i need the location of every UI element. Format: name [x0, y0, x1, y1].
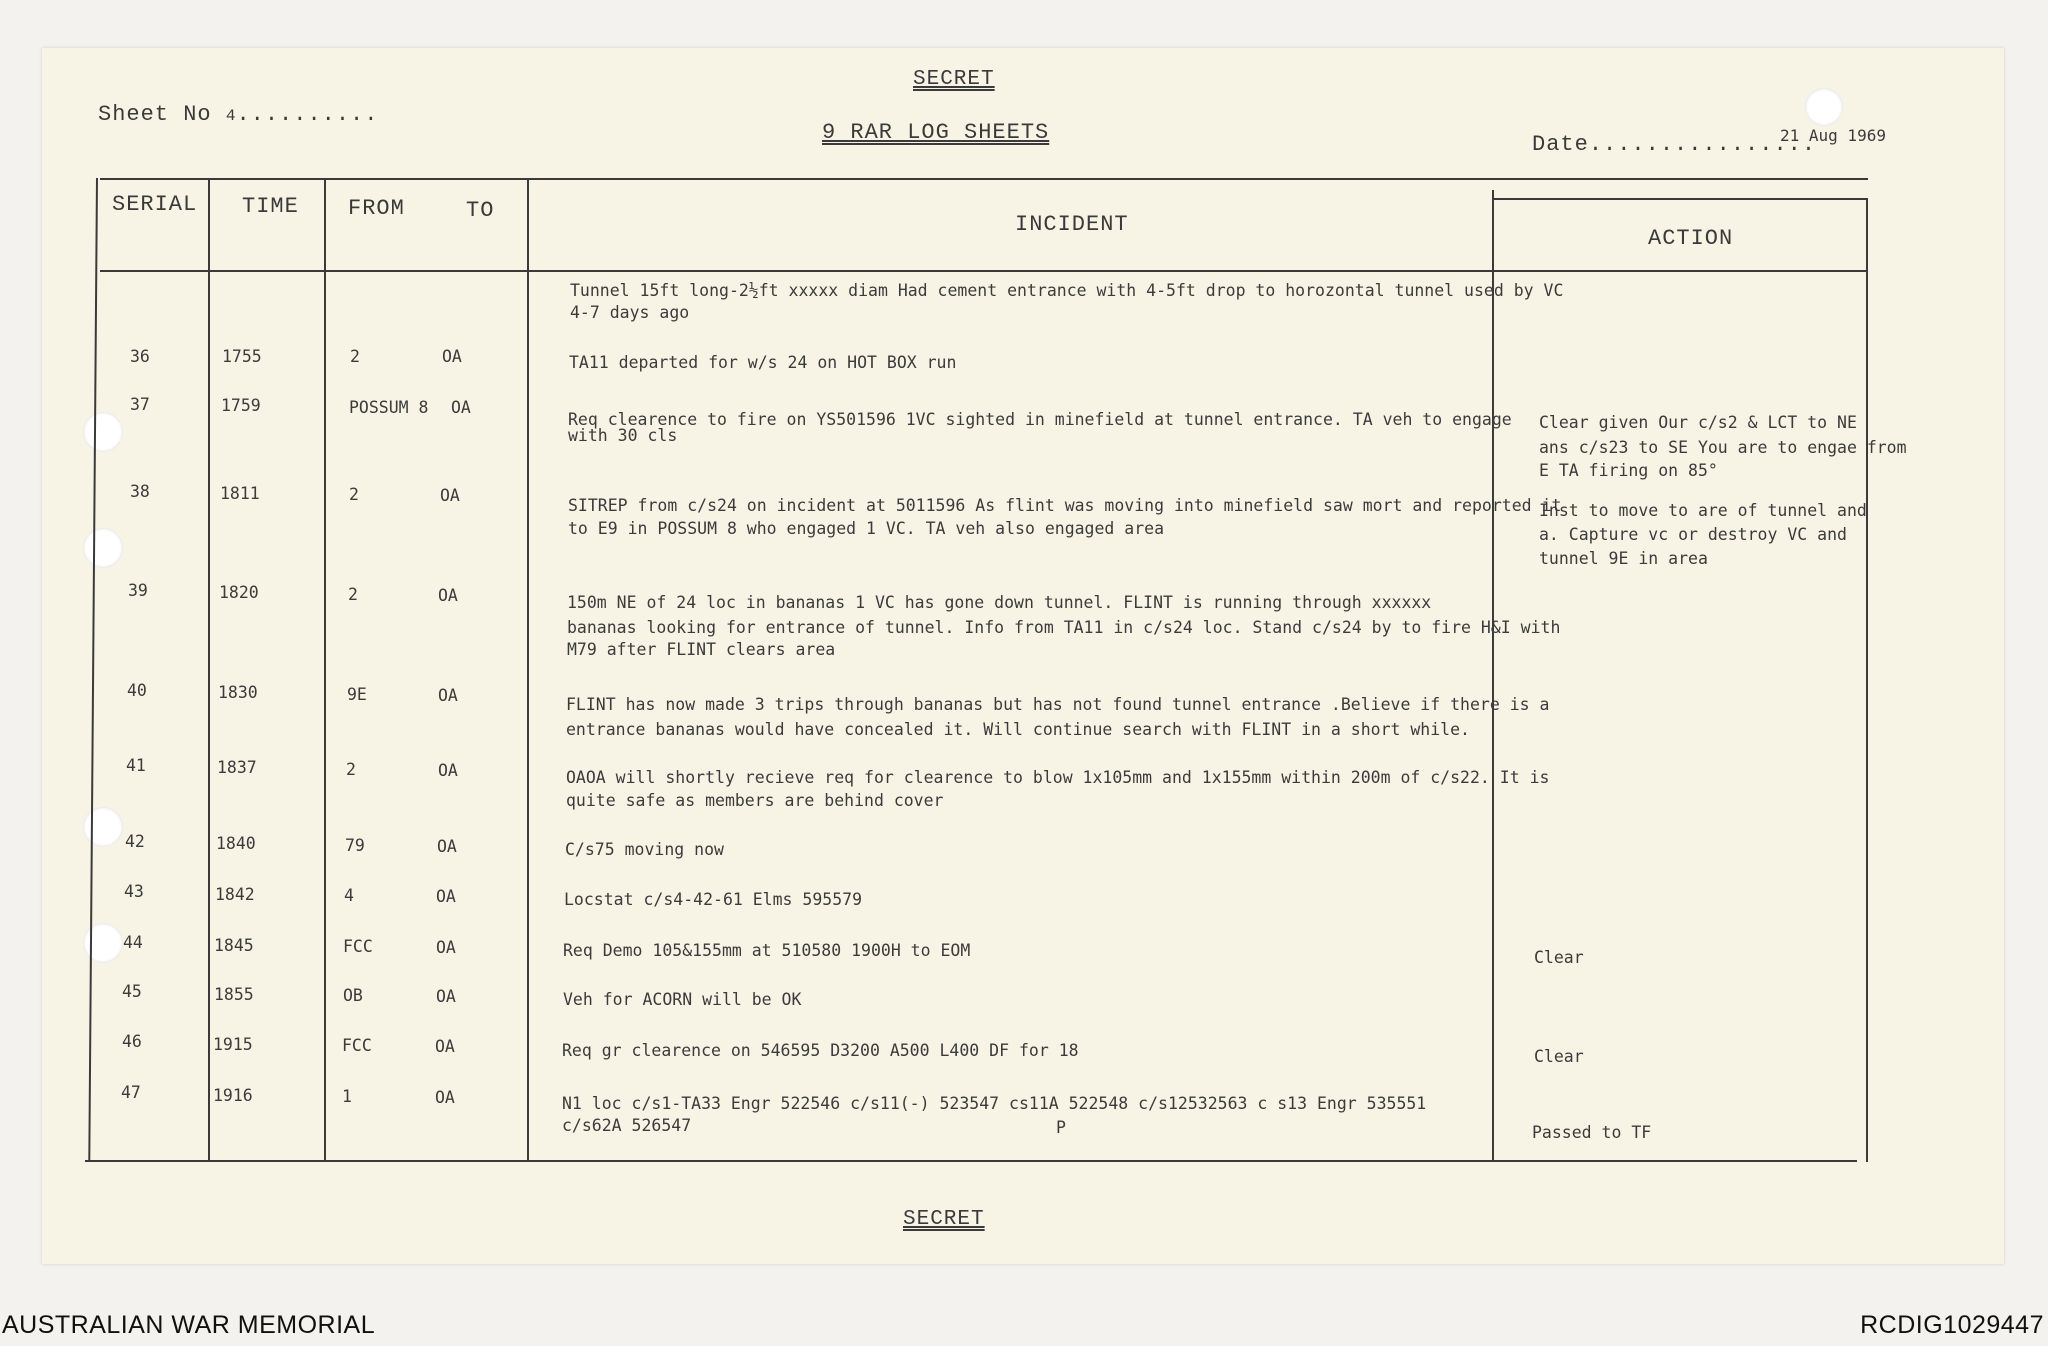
- incident-line: Tunnel 15ft long-2½ft xxxxx diam Had cement entrance with 4-5ft drop to horozontal tunnel used by VC: [570, 281, 1564, 300]
- row-time: 1811: [220, 484, 260, 503]
- incident-line: 4-7 days ago: [570, 303, 690, 322]
- incident-line: with 30 cls: [568, 426, 678, 445]
- date-field: Date................: [1532, 132, 1817, 157]
- row-time: 1840: [216, 834, 256, 853]
- row-to: OA: [451, 398, 471, 417]
- incident-line: SITREP from c/s24 on incident at 5011596 As flint was moving into minefield saw mort and reported it: [568, 496, 1562, 515]
- row-from: FCC: [343, 937, 373, 956]
- action-line: E TA firing on 85°: [1539, 461, 1718, 480]
- incident-line: TA11 departed for w/s 24 on HOT BOX run: [569, 353, 957, 372]
- row-from: 2: [350, 347, 360, 366]
- row-from: 9E: [347, 685, 367, 704]
- row-time: 1820: [219, 583, 259, 602]
- incident-note: P: [1056, 1118, 1066, 1137]
- sheet-number: Sheet No 4..........: [98, 102, 379, 127]
- incident-line: FLINT has now made 3 trips through bananas but has not found tunnel entrance .Believe if there is a: [566, 695, 1550, 714]
- header-action: ACTION: [1648, 226, 1734, 251]
- sheet-number-value: 4: [225, 107, 237, 125]
- incident-line: to E9 in POSSUM 8 who engaged 1 VC. TA veh also engaged area: [568, 519, 1165, 538]
- row-time: 1916: [213, 1086, 253, 1105]
- punch-hole: [83, 412, 123, 452]
- incident-line: entrance bananas would have concealed it. Will continue search with FLINT in a short while.: [566, 720, 1470, 739]
- action-line: Clear: [1534, 1047, 1584, 1066]
- date-label: Date: [1532, 132, 1589, 157]
- row-from: OB: [343, 986, 363, 1005]
- incident-line: Req Demo 105&155mm at 510580 1900H to EOM: [563, 941, 971, 960]
- incident-line: quite safe as members are behind cover: [566, 791, 944, 810]
- incident-line: Req gr clearence on 546595 D3200 A500 L400 DF for 18: [562, 1041, 1079, 1060]
- action-line: tunnel 9E in area: [1539, 549, 1708, 568]
- page-title: 9 RAR LOG SHEETS: [822, 120, 1050, 145]
- sheet-label: Sheet No: [98, 102, 212, 127]
- header-incident: INCIDENT: [1015, 212, 1129, 237]
- row-time: 1915: [213, 1035, 253, 1054]
- row-from: 79: [345, 836, 365, 855]
- incident-line: OAOA will shortly recieve req for clearence to blow 1x105mm and 1x155mm within 200m of c/s22. It is: [566, 768, 1550, 787]
- archive-credit: AUSTRALIAN WAR MEMORIAL: [2, 1311, 376, 1339]
- row-time: 1842: [215, 885, 255, 904]
- row-serial: 39: [128, 581, 148, 600]
- incident-line: C/s75 moving now: [565, 840, 724, 859]
- row-time: 1830: [218, 683, 258, 702]
- row-serial: 46: [122, 1032, 142, 1051]
- action-line: Passed to TF: [1532, 1123, 1652, 1142]
- action-line: a. Capture vc or destroy VC and: [1539, 525, 1847, 544]
- row-from: 2: [349, 485, 359, 504]
- row-to: OA: [440, 486, 460, 505]
- punch-hole: [83, 807, 123, 847]
- punch-hole: [83, 528, 123, 568]
- header-time: TIME: [242, 194, 299, 219]
- incident-line: Veh for ACORN will be OK: [563, 990, 802, 1009]
- row-serial: 36: [130, 347, 150, 366]
- row-to: OA: [436, 987, 456, 1006]
- row-from: POSSUM 8: [349, 398, 429, 417]
- incident-line: bananas looking for entrance of tunnel. Info from TA11 in c/s24 loc. Stand c/s24 by to fire H&I with: [567, 618, 1561, 637]
- row-from: 1: [342, 1087, 352, 1106]
- action-line: Inst to move to are of tunnel and: [1539, 501, 1867, 520]
- row-time: 1759: [221, 396, 261, 415]
- row-serial: 43: [124, 882, 144, 901]
- incident-line: Locstat c/s4-42-61 Elms 595579: [564, 890, 863, 909]
- incident-line: N1 loc c/s1-TA33 Engr 522546 c/s11(-) 523547 cs11A 522548 c/s12532563 c s13 Engr 535551: [562, 1094, 1427, 1113]
- header-from: FROM: [348, 196, 405, 221]
- incident-line: Req clearence to fire on YS501596 1VC sighted in minefield at tunnel entrance. TA veh to engage: [568, 410, 1512, 429]
- row-to: OA: [436, 887, 456, 906]
- date-value: 21 Aug 1969: [1780, 126, 1886, 145]
- row-to: OA: [435, 1088, 455, 1107]
- row-serial: 38: [130, 482, 150, 501]
- row-serial: 42: [125, 832, 145, 851]
- classification-top: SECRET: [913, 68, 995, 91]
- action-line: Clear given Our c/s2 & LCT to NE: [1539, 413, 1857, 432]
- row-from: 2: [348, 585, 358, 604]
- punch-hole: [1805, 88, 1843, 126]
- row-time: 1755: [222, 347, 262, 366]
- action-line: Clear: [1534, 948, 1584, 967]
- incident-line: M79 after FLINT clears area: [567, 640, 836, 659]
- row-serial: 44: [123, 933, 143, 952]
- row-from: 2: [346, 760, 356, 779]
- row-from: FCC: [342, 1036, 372, 1055]
- incident-line: 150m NE of 24 loc in bananas 1 VC has gone down tunnel. FLINT is running through xxxxxx: [567, 593, 1432, 612]
- row-to: OA: [437, 837, 457, 856]
- row-to: OA: [438, 761, 458, 780]
- header-serial: SERIAL: [112, 192, 198, 217]
- row-to: OA: [438, 586, 458, 605]
- row-time: 1837: [217, 758, 257, 777]
- incident-line: c/s62A 526547: [562, 1116, 692, 1135]
- row-from: 4: [344, 886, 354, 905]
- row-time: 1845: [214, 936, 254, 955]
- header-to: TO: [466, 198, 495, 223]
- row-time: 1855: [214, 985, 254, 1004]
- row-serial: 40: [127, 681, 147, 700]
- row-serial: 37: [130, 395, 150, 414]
- row-serial: 47: [121, 1083, 141, 1102]
- archive-reference: RCDIG1029447: [1860, 1311, 2044, 1339]
- row-serial: 45: [122, 982, 142, 1001]
- row-to: OA: [436, 938, 456, 957]
- classification-bottom: SECRET: [903, 1208, 985, 1231]
- row-to: OA: [442, 347, 462, 366]
- row-to: OA: [435, 1037, 455, 1056]
- row-serial: 41: [126, 756, 146, 775]
- row-to: OA: [438, 686, 458, 705]
- action-line: ans c/s23 to SE You are to engae from: [1539, 438, 1907, 457]
